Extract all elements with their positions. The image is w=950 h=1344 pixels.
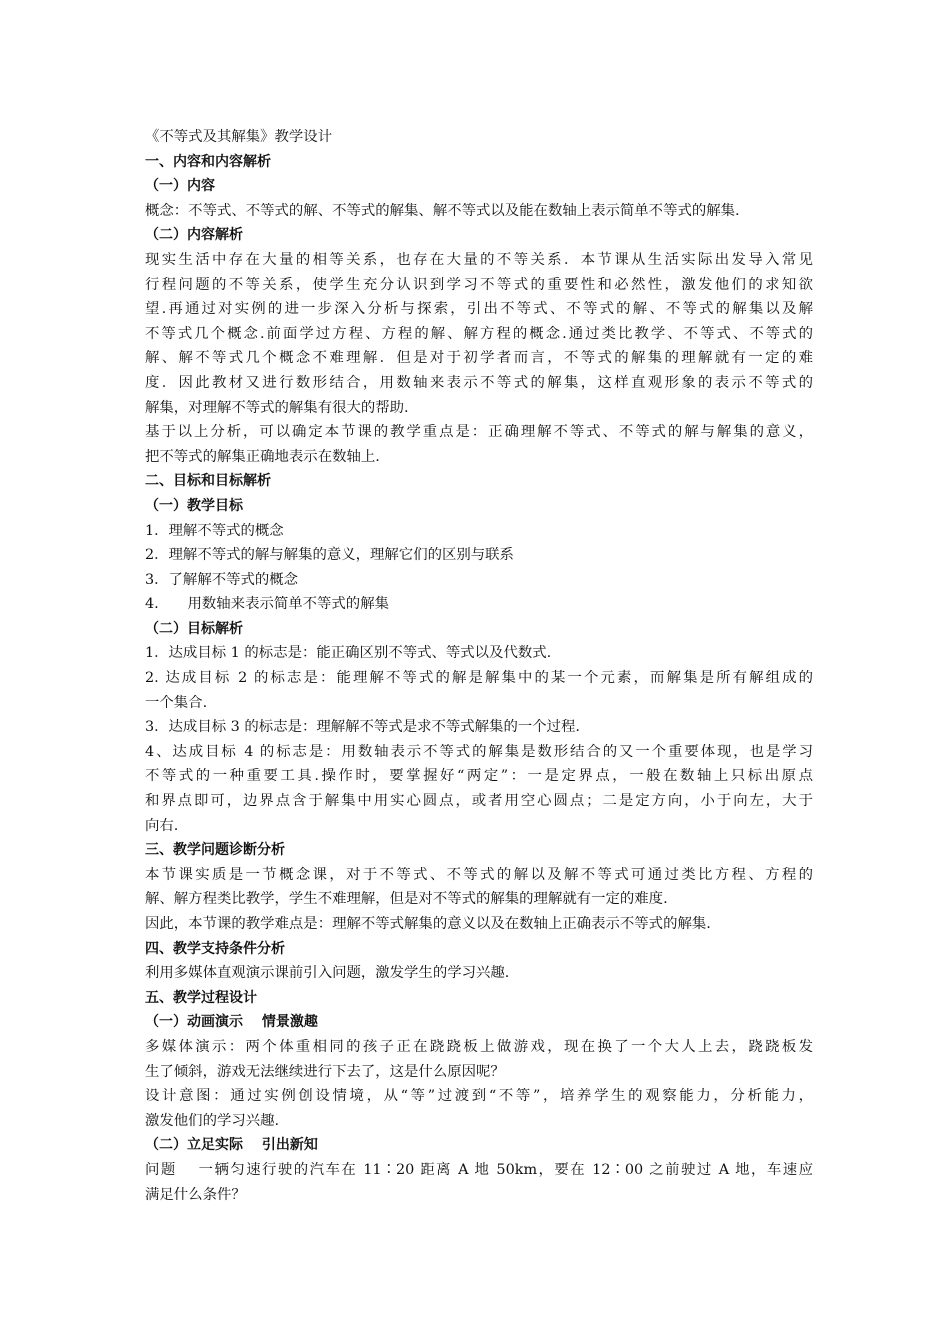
analysis-line: 3．达成目标 3 的标志是：理解解不等式是求不等式解集的一个过程. (145, 719, 580, 736)
paragraph-line: 生了倾斜，游戏无法继续进行下去了，这是什么原因呢？ (145, 1063, 505, 1080)
paragraph-line: 不等式几个概念.前面学过方程、方程的解、解方程的概念.通过类比教学、不等式、不等式的 (145, 325, 813, 342)
section-1-heading: 一、内容和内容解析 (145, 153, 271, 170)
paragraph-line: 望.再通过对实例的进一步深入分析与探索，引出不等式、不等式的解、不等式的解集以及解 (145, 301, 813, 318)
goal-item: 2．理解不等式的解与解集的意义，理解它们的区别与联系 (145, 547, 514, 564)
document-title: 《不等式及其解集》教学设计 (145, 129, 333, 145)
section-2-heading: 二、目标和目标解析 (145, 473, 271, 490)
section-1-sub-1: （一）内容 (145, 178, 215, 195)
section-3-heading: 三、教学问题诊断分析 (145, 842, 285, 859)
paragraph-line: 解、解方程类比教学，学生不难理解，但是对不等式的解集的理解就有一定的难度. (145, 891, 668, 908)
paragraph-line: 设计意图：通过实例创设情境，从“等”过渡到“不等”，培养学生的观察能力，分析能力， (145, 1088, 813, 1105)
analysis-line: 1．达成目标 1 的标志是：能正确区别不等式、等式以及代数式. (145, 645, 552, 662)
paragraph-line: 因此，本节课的教学难点是：理解不等式解集的意义以及在数轴上正确表示不等式的解集. (145, 916, 711, 932)
content-text: 概念：不等式、不等式的解、不等式的解集、解不等式以及能在数轴上表示简单不等式的解集. (145, 202, 740, 219)
paragraph-line: 多媒体演示：两个体重相同的孩子正在跷跷板上做游戏，现在换了一个大人上去，跷跷板发 (145, 1038, 813, 1055)
goal-item: 3．了解解不等式的概念 (145, 571, 299, 588)
paragraph-line: 问题 一辆匀速行驶的汽车在 11∶20 距离 A 地 50km，要在 12∶00 之前驶过 A 地，车速应 (145, 1161, 813, 1178)
paragraph-line: 本节课实质是一节概念课，对于不等式、不等式的解以及解不等式可通过类比方程、方程的 (145, 866, 813, 883)
section-2-sub-1: （一）教学目标 (145, 497, 243, 514)
goal-item: 4. 用数轴来表示简单不等式的解集 (145, 596, 389, 613)
paragraph-line: 行程问题的不等关系，使学生充分认识到学习不等式的重要性和必然性，激发他们的求知欲 (145, 276, 813, 293)
paragraph-line: 满足什么条件？ (145, 1186, 246, 1203)
analysis-line: 和界点即可，边界点含于解集中用实心圆点，或者用空心圆点；二是定方向，小于向左，大于 (145, 793, 813, 810)
section-5-sub-2: （二）立足实际 引出新知 (145, 1137, 318, 1154)
paragraph-line: 度．因此教材又进行数形结合，用数轴来表示不等式的解集，这样直观形象的表示不等式的 (145, 374, 813, 391)
paragraph-line: 解集，对理解不等式的解集有很大的帮助. (145, 399, 409, 416)
paragraph-line: 解、解不等式几个概念不难理解．但是对于初学者而言，不等式的解集的理解就有一定的难 (145, 350, 813, 367)
analysis-line: 一个集合. (145, 694, 208, 711)
analysis-line: 向右. (145, 817, 179, 834)
section-1-sub-2: （二）内容解析 (145, 227, 243, 244)
paragraph-line: 把不等式的解集正确地表示在数轴上. (145, 448, 380, 465)
analysis-line: 2. 达成目标 2 的标志是：能理解不等式的解是解集中的某一个元素，而解集是所有解组成的 (145, 670, 813, 687)
paragraph-line: 激发他们的学习兴趣. (145, 1112, 280, 1129)
section-5-sub-1: （一）动画演示 情景激趣 (145, 1014, 318, 1031)
analysis-line: 不等式的一种重要工具.操作时，要掌握好“两定”：一是定界点，一般在数轴上只标出原点 (145, 768, 813, 785)
document-page (145, 125, 813, 1207)
paragraph-line: 现实生活中存在大量的相等关系，也存在大量的不等关系．本节课从生活实际出发导入常见 (145, 251, 813, 268)
paragraph-line: 基于以上分析，可以确定本节课的教学重点是：正确理解不等式、不等式的解与解集的意义， (145, 424, 813, 441)
section-5-heading: 五、教学过程设计 (145, 989, 257, 1006)
section-2-sub-2: （二）目标解析 (145, 620, 243, 637)
goal-item: 1．理解不等式的概念 (145, 522, 284, 539)
analysis-line: 4、达成目标 4 的标志是：用数轴表示不等式的解集是数形结合的又一个重要体现，也是学习 (145, 743, 813, 760)
paragraph-line: 利用多媒体直观演示课前引入问题，激发学生的学习兴趣. (145, 965, 510, 982)
section-4-heading: 四、教学支持条件分析 (145, 940, 285, 957)
